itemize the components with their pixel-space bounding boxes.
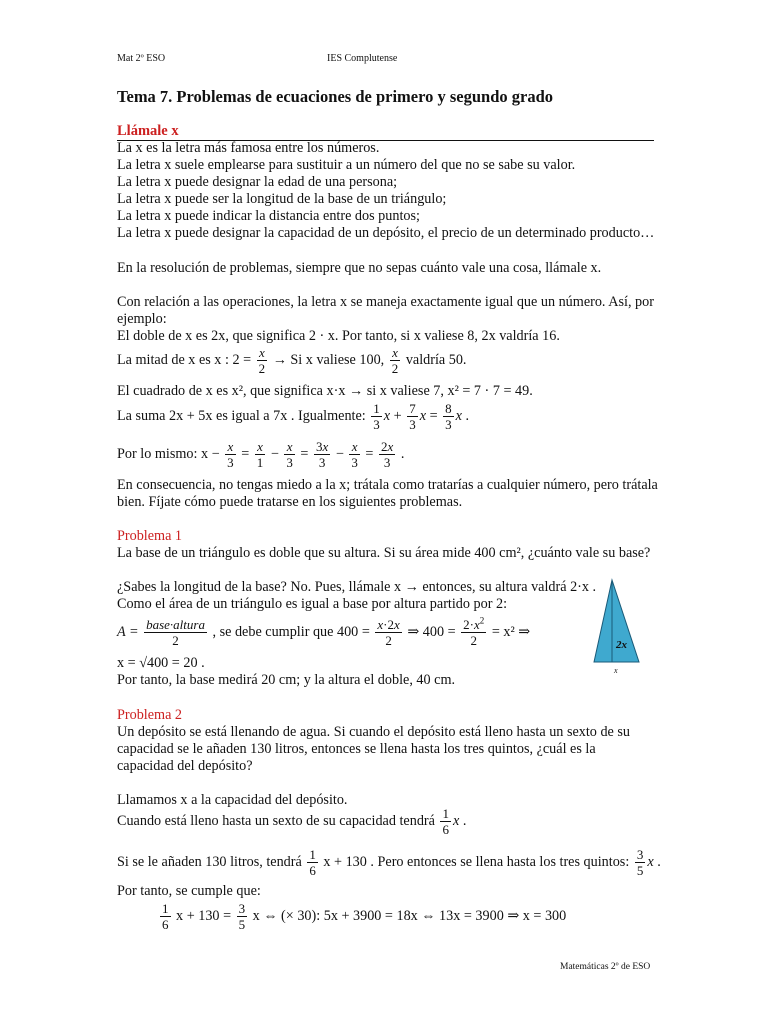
equation-b: x ⇔ (× 30): 5x + 3900 = 18x ⇔ 13x = 3900 ⇒ x = 300 — [252, 907, 567, 924]
fraction-3x-3: $\frac{3x}{3}$ — [315, 439, 329, 470]
section-heading: Llámale x — [117, 123, 179, 139]
page-title: Tema 7. Problemas de ecuaciones de primero y segundo grado — [117, 87, 554, 106]
problema2-line-3: Si se le añaden 130 litros, tendrá $\frac{1}{6}$ x + 130 . Pero entonces se llena hasta los tres quintos: $\frac{3}{5}$ x . — [117, 847, 661, 878]
consecuencia-1: En consecuencia, no tengas miedo a la x; trátala como tratarías a cualquier número, pero trátala — [117, 477, 658, 493]
problema1-enunciado: La base de un triángulo es doble que su altura. Si su área mide 400 cm², ¿cuánto vale su base? — [117, 545, 651, 561]
fraction-3-5: $\frac{3}{5}$ — [636, 847, 644, 878]
fraction-2x-3: $\frac{2x}{3}$ — [380, 439, 394, 470]
mitad-line — [117, 346, 466, 375]
formula-a: A = — [117, 623, 139, 640]
mitad-text-a: La mitad de x es x : 2 = — [117, 351, 252, 368]
problema2-enunciado-3: capacidad del depósito? — [117, 758, 253, 774]
problema1-formula — [117, 615, 531, 648]
problema2-line-1: Llamamos x a la capacidad del depósito. — [117, 792, 348, 808]
fraction-1-3: $\frac{1}{3}$ — [373, 401, 380, 432]
problema2-line-3a: Si se le añaden 130 litros, tendrá — [117, 853, 302, 870]
para-resolucion: En la resolución de problemas, siempre que no sepas cuánto vale una cosa, llámale x. — [117, 260, 602, 276]
fraction-x-over-2: $\frac{x}{2}$ — [258, 345, 266, 376]
fraction-1-6-b: $\frac{1}{6}$ — [309, 847, 316, 878]
problema1-heading: Problema 1 — [117, 528, 183, 544]
problema2-line-2: Cuando está lleno hasta un sexto de su capacidad tendrá $\frac{1}{6}$ x . — [117, 806, 467, 837]
fraction-x-3: $\frac{x}{3}$ — [227, 439, 234, 470]
fraction-1-6: $\frac{1}{6}$ — [442, 806, 449, 837]
fraction-x-2x-2: $\frac{x\cdot 2x}{2}$ — [377, 617, 400, 648]
doble-line: El doble de x es 2x, que significa 2 · x. Por tanto, si x valiese 8, 2x valdría 16. — [117, 328, 560, 344]
mismo-text-a: Por lo mismo: x − — [117, 445, 220, 462]
fraction-x-3-b: $\frac{x}{3}$ — [286, 439, 293, 470]
intro-line-6: La letra x puede designar la capacidad de un depósito, el precio de un determinado producto… — [117, 225, 655, 241]
intro-line-3: La letra x puede designar la edad de una persona; — [117, 174, 398, 190]
para-operaciones-2: ejemplo: — [117, 311, 167, 327]
intro-line-2: La letra x suele emplearse para sustituir a un número del que no se sabe su valor. — [117, 157, 576, 173]
fraction-3-5-b: $\frac{3}{5}$ — [238, 901, 246, 932]
problema2-line-2-text: Cuando está lleno hasta un sexto de su capacidad tendrá — [117, 812, 435, 829]
triangle-base-label: x — [614, 666, 618, 675]
mitad-text-b: → Si x valiese 100, — [272, 351, 385, 368]
formula-b: , se debe cumplir que 400 = — [212, 623, 370, 640]
formula-c: ⇒ 400 = — [407, 623, 456, 640]
problema2-enunciado-1: Un depósito se está llenando de agua. Si cuando el depósito está lleno hasta un sexto de su — [117, 724, 630, 740]
problema2-line-3b: x + 130 . Pero entonces se llena hasta los tres quintos: — [323, 853, 630, 870]
cuadrado-line: El cuadrado de x es x², que significa x·x → si x valiese 7, x² = 7 · 7 = 49. — [117, 383, 533, 399]
consecuencia-2: bien. Fíjate cómo puede tratarse en los siguientes problemas. — [117, 494, 463, 510]
fraction-base-altura: $\frac{\text{base·altura}}{2}$ — [146, 617, 205, 648]
formula-d: = x² ⇒ — [491, 623, 531, 640]
fraction-7-3: $\frac{7}{3}$ — [409, 401, 416, 432]
fraction-1-6-c: $\frac{1}{6}$ — [162, 901, 169, 932]
intro-line-4: La letra x puede ser la longitud de la base de un triángulo; — [117, 191, 447, 207]
intro-line-5: La letra x puede indicar la distancia entre dos puntos; — [117, 208, 420, 224]
intro-line-1: La x es la letra más famosa entre los números. — [117, 140, 380, 156]
problema1-raiz: x = √400 = 20 . — [117, 655, 205, 671]
equation-a: x + 130 = — [176, 907, 232, 924]
triangle-figure — [592, 578, 642, 678]
fraction-x-3-c: $\frac{x}{3}$ — [351, 439, 358, 470]
problema2-heading: Problema 2 — [117, 707, 183, 723]
footer: Matemáticas 2º de ESO — [560, 962, 651, 972]
problema1-line-2: Como el área de un triángulo es igual a base por altura partido por 2: — [117, 596, 508, 612]
para-operaciones-1: Con relación a las operaciones, la letra x se maneja exactamente igual que un número. Así, por — [117, 294, 654, 310]
problema1-line-1: ¿Sabes la longitud de la base? No. Pues, llámale x → entonces, su altura valdrá 2·x . — [117, 579, 597, 595]
header-left: Mat 2º ESO — [117, 53, 166, 64]
suma-text-a: La suma 2x + 5x es igual a 7x . Igualmente: — [117, 407, 366, 424]
triangle-height-label: 2x — [616, 639, 627, 651]
problema2-line-4: Por tanto, se cumple que: — [117, 883, 261, 899]
fraction-x-1: $\frac{x}{1}$ — [256, 439, 264, 470]
fraction-8-3: $\frac{8}{3}$ — [445, 401, 452, 432]
mitad-text-c: valdría 50. — [405, 351, 467, 368]
suma-line: La suma 2x + 5x es igual a 7x . Igualmente: $\frac{1}{3}$ x + $\frac{7}{3}$ x = $\frac{8}{3}$ x . — [117, 401, 470, 432]
problema1-conclusion: Por tanto, la base medirá 20 cm; y la altura el doble, 40 cm. — [117, 672, 456, 688]
mismo-line: Por lo mismo: x − $\frac{x}{3}$ = $\frac{x}{1}$ − $\frac{x}{3}$ = $\frac{3x}{3}$ − $\frac{x}{3}$ = $\frac{2x}{3}$ . — [117, 439, 405, 470]
fraction-2x2-2: $\frac{2\cdot x^2}{2}$ — [463, 615, 485, 648]
problema2-enunciado-2: capacidad se le añaden 130 litros, entonces se llena hasta los tres quintos, ¿cuál es la — [117, 741, 596, 757]
header-center: IES Complutense — [327, 53, 398, 64]
fraction-x-over-2-b: $\frac{x}{2}$ — [391, 345, 399, 376]
problema2-equation — [158, 902, 566, 931]
